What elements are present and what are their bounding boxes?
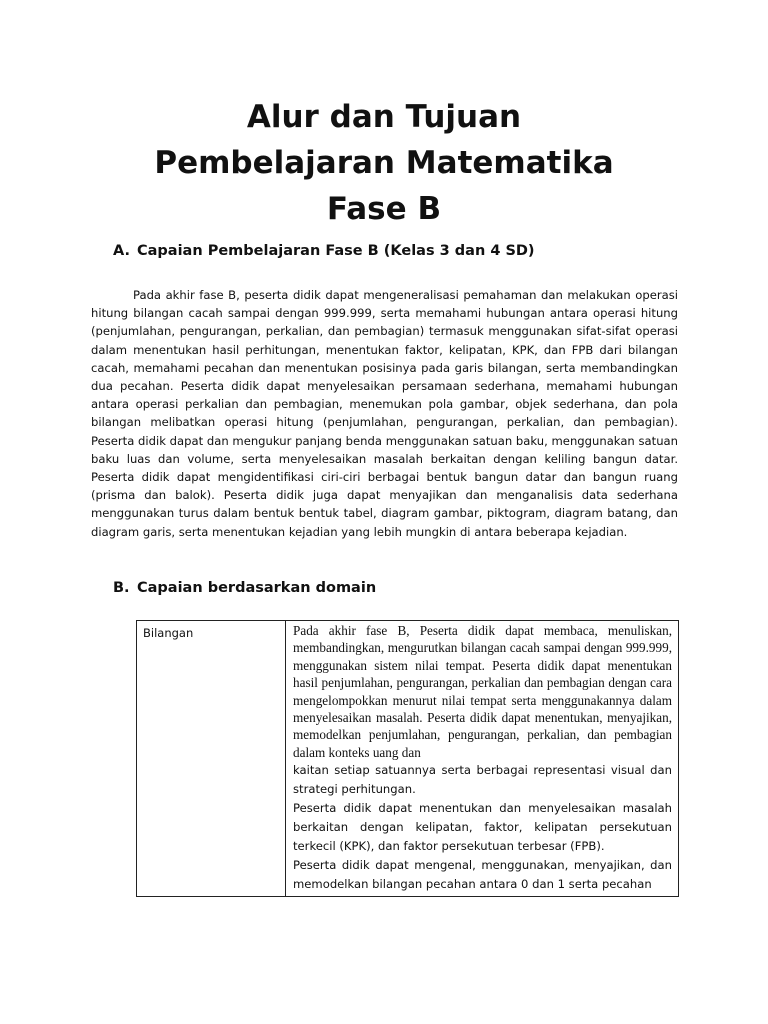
description-text-1: kaitan setiap satuannya serta berbagai representasi visual dan strategi perhitungan. xyxy=(293,763,672,797)
title-line-2: Pembelajaran Matematika xyxy=(154,145,614,181)
title-line-3: Fase B xyxy=(326,191,442,227)
domain-description-cell xyxy=(286,621,679,897)
description-text-serif: Pada akhir fase B, Peserta didik dapat membaca, menuliskan, membandingkan, mengurutkan bilangan cacah sampai dengan 999.999, menggunakan sistem nilai tempat. Peserta didik dapat menentukan hasil penjumlahan, pengurangan, perkalian dan pembagian dengan cara mengelompokkan menurut nilai tempat serta menggunakannya dalam menyelesaikan masalah. Peserta didik dapat menentukan, menyajikan, memodelkan penjumlahan, pengurangan, perkalian, dan pembagian dalam konteks uang dan xyxy=(293,623,672,760)
description-text-3: Peserta didik dapat mengenal, menggunakan, menyajikan, dan memodelkan bilangan pecahan antara 0 dan 1 serta pecahan xyxy=(293,858,672,892)
domain-name-cell: Bilangan xyxy=(137,621,286,897)
description-text-2: Peserta didik dapat menentukan dan menyelesaikan masalah berkaitan dengan kelipatan, faktor, kelipatan persekutuan terkecil (KPK), dan faktor persekutuan terbesar (FPB). xyxy=(293,801,672,854)
domain-table xyxy=(136,620,679,897)
section-b-title: Capaian berdasarkan domain xyxy=(137,580,377,596)
section-a-letter: A. xyxy=(113,243,130,259)
section-b-letter: B. xyxy=(113,580,130,596)
section-a-heading xyxy=(113,243,535,259)
table-row xyxy=(137,621,679,897)
document-title xyxy=(0,94,768,232)
title-line-1: Alur dan Tujuan xyxy=(246,99,522,135)
section-b-heading xyxy=(113,580,376,596)
section-a-paragraph: Pada akhir fase B, peserta didik dapat mengeneralisasi pemahaman dan melakukan operasi hitung bilangan cacah sampai dengan 999.999, serta memahami hubungan antara operasi hitung (penjumlahan, pengurangan, perkalian, dan pembagian) termasuk menggunakan sifat-sifat operasi dalam menentukan hasil perhitungan, menentukan faktor, kelipatan, KPK, dan FPB dari bilangan cacah, memahami pecahan dan menentukan posisinya pada garis bilangan, serta membandingkan dua pecahan. Peserta didik dapat menyelesaikan persamaan sederhana, memahami hubungan antara operasi perkalian dan pembagian, menemukan pola gambar, objek sederhana, dan pola bilangan melibatkan operasi hitung (penjumlahan, pengurangan, perkalian, dan pembagian). Peserta didik dapat dan mengukur panjang benda menggunakan satuan baku, menggunakan satuan baku luas dan volume, serta menyelesaikan masalah berkaitan dengan keliling bangun datar. Peserta didik dapat mengidentifikasi ciri-ciri berbagai bentuk bangun datar dan bangun ruang (prisma dan balok). Peserta didik juga dapat menyajikan dan menganalisis data sederhana menggunakan turus dalam bentuk bentuk tabel, diagram gambar, piktogram, diagram batang, dan diagram garis, serta menentukan kejadian yang lebih mungkin di antara beberapa kejadian. xyxy=(91,288,678,539)
section-a-title: Capaian Pembelajaran Fase B (Kelas 3 dan 4 SD) xyxy=(137,243,535,259)
